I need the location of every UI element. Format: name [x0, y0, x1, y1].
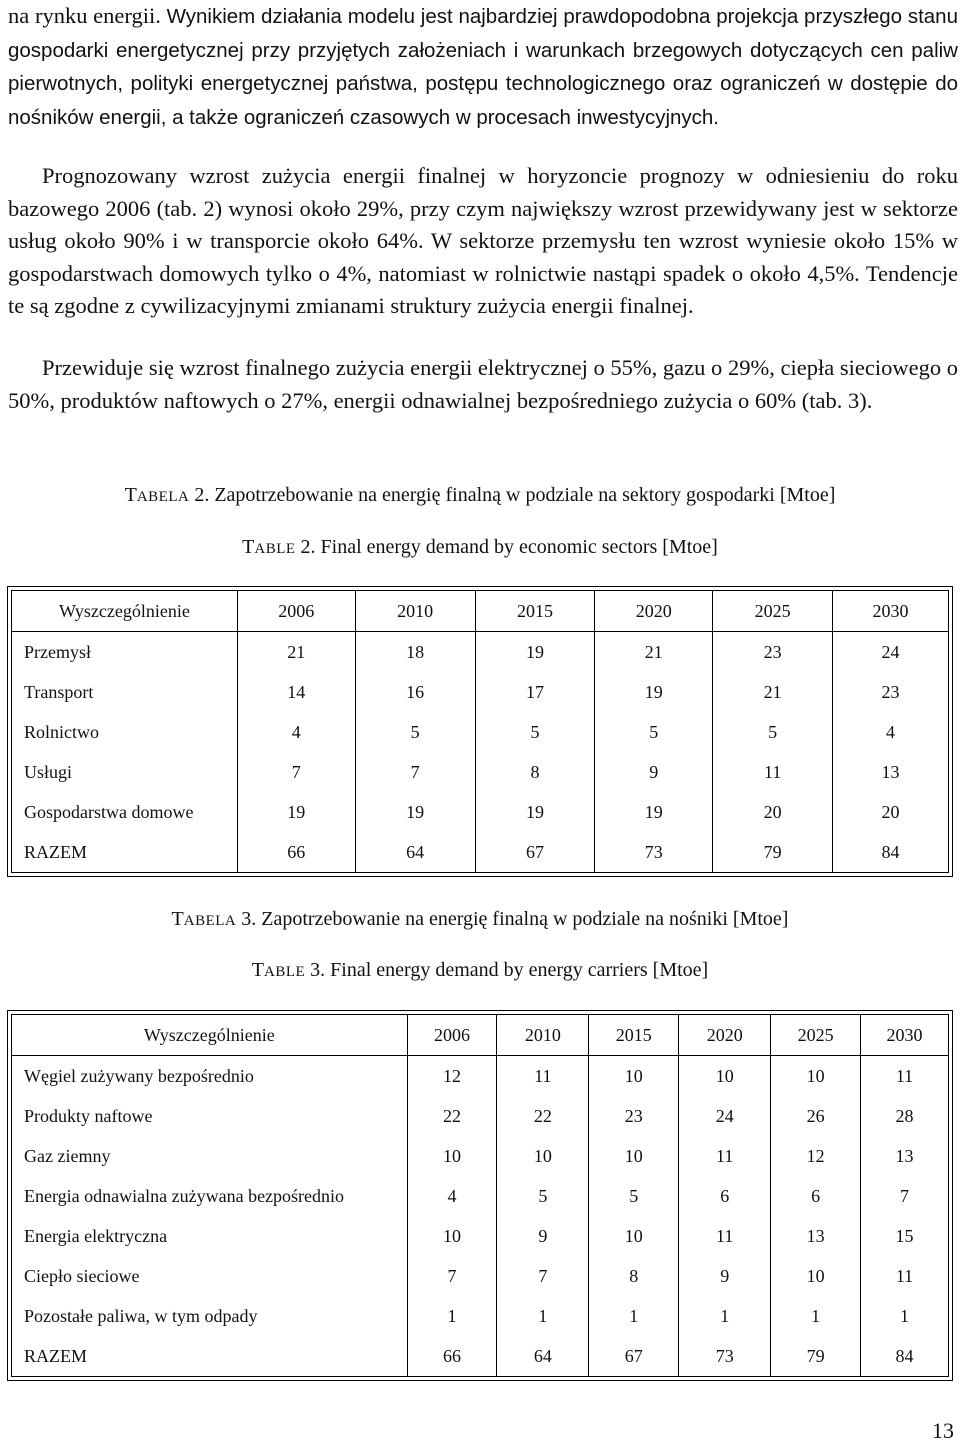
table-cell: 10: [407, 1216, 497, 1256]
table-cell: 64: [355, 832, 475, 873]
table-cell: 84: [833, 832, 949, 873]
table-cell: 5: [713, 712, 833, 752]
table-cell: 4: [833, 712, 949, 752]
table-cell: 12: [771, 1136, 861, 1176]
table-cell: 10: [771, 1256, 861, 1296]
table-cell: 10: [589, 1216, 679, 1256]
table-cell: 8: [475, 752, 595, 792]
table-cell: 7: [861, 1176, 949, 1216]
table-cell: 1: [679, 1296, 771, 1336]
table-cell: 13: [771, 1216, 861, 1256]
table-cell: 11: [713, 752, 833, 792]
row-label: Rolnictwo: [24, 721, 99, 742]
table-cell: 28: [861, 1096, 949, 1136]
table-cell: 73: [679, 1336, 771, 1377]
table-cell: 11: [497, 1056, 589, 1097]
table-cell: 16: [355, 672, 475, 712]
table-cell: 6: [679, 1176, 771, 1216]
table-cell: 5: [595, 712, 713, 752]
table-cell: 19: [475, 632, 595, 673]
table-cell: 67: [475, 832, 595, 873]
table-cell: 23: [589, 1096, 679, 1136]
paragraph-2: [8, 160, 958, 323]
table-row: [12, 632, 949, 673]
table-cell: 7: [355, 752, 475, 792]
table-cell: 5: [475, 712, 595, 752]
table-cell: 4: [407, 1176, 497, 1216]
table-cell: 11: [679, 1136, 771, 1176]
table-cell: 20: [713, 792, 833, 832]
column-header-year: 2015: [589, 1015, 679, 1056]
row-label: Energia elektryczna: [24, 1225, 168, 1246]
table-cell: 10: [589, 1056, 679, 1097]
table-cell: 7: [407, 1256, 497, 1296]
table-cell: 8: [589, 1256, 679, 1296]
row-label: RAZEM: [24, 841, 87, 862]
table-cell: 11: [861, 1056, 949, 1097]
table-cell: 19: [595, 792, 713, 832]
row-label: RAZEM: [24, 1345, 87, 1366]
row-label: Transport: [24, 681, 94, 702]
table-cell: 4: [237, 712, 355, 752]
table-cell: 21: [237, 632, 355, 673]
paragraph-3: [8, 352, 958, 417]
table-row: [12, 792, 949, 832]
column-header-year: 2010: [355, 591, 475, 632]
table-2-caption-en: TABLE 2. Final energy demand by economic sectors [Mtoe]: [242, 536, 718, 558]
table-cell: 9: [595, 752, 713, 792]
column-header-year: 2010: [497, 1015, 589, 1056]
table-2-header-row: [12, 591, 949, 632]
table-cell: 67: [589, 1336, 679, 1377]
table-cell: 10: [589, 1136, 679, 1176]
row-label: Ciepło sieciowe: [24, 1265, 140, 1286]
column-header-year: 2025: [713, 591, 833, 632]
table-cell: 66: [237, 832, 355, 873]
table-cell: 14: [237, 672, 355, 712]
table-cell: 64: [497, 1336, 589, 1377]
table-cell: 9: [679, 1256, 771, 1296]
row-label: Węgiel zużywany bezpośrednio: [24, 1065, 254, 1086]
row-label: Produkty naftowe: [24, 1105, 153, 1126]
table-row: [12, 672, 949, 712]
row-label: Usługi: [24, 761, 73, 782]
table-cell: 21: [595, 632, 713, 673]
table-cell: 22: [497, 1096, 589, 1136]
table-cell: 26: [771, 1096, 861, 1136]
column-header-year: 2015: [475, 591, 595, 632]
table-row: [12, 1216, 949, 1256]
table-cell: 21: [713, 672, 833, 712]
table-row: [12, 1096, 949, 1136]
row-label: Energia odnawialna zużywana bezpośrednio: [24, 1185, 345, 1206]
column-header-year: 2030: [861, 1015, 949, 1056]
table-cell: 12: [407, 1056, 497, 1097]
table-cell: 10: [497, 1136, 589, 1176]
table-cell: 19: [595, 672, 713, 712]
table-cell: 13: [833, 752, 949, 792]
column-header-year: 2020: [679, 1015, 771, 1056]
column-header-year: 2006: [237, 591, 355, 632]
table-cell: 7: [497, 1256, 589, 1296]
table-2-caption-pl: TABELA 2. Zapotrzebowanie na energię finalną w podziale na sektory gospodarki [Mtoe]: [124, 484, 836, 506]
table-cell: 19: [475, 792, 595, 832]
column-header-year: 2020: [595, 591, 713, 632]
table-cell: 23: [833, 672, 949, 712]
table-row: [12, 752, 949, 792]
table-cell: 5: [589, 1176, 679, 1216]
table-cell: 10: [771, 1056, 861, 1097]
table-cell: 9: [497, 1216, 589, 1256]
table-cell: 22: [407, 1096, 497, 1136]
table-row: [12, 1256, 949, 1296]
table-cell: 13: [861, 1136, 949, 1176]
table-row: [12, 712, 949, 752]
table-cell: 17: [475, 672, 595, 712]
table-3: [11, 1014, 949, 1377]
table-cell: 11: [679, 1216, 771, 1256]
table-cell: 24: [679, 1096, 771, 1136]
table-row: [12, 1136, 949, 1176]
table-cell: 1: [589, 1296, 679, 1336]
column-header-label: Wyszczególnienie: [12, 1015, 408, 1056]
table-3-caption-pl: TABELA 3. Zapotrzebowanie na energię finalną w podziale na nośniki [Mtoe]: [171, 908, 789, 930]
paragraph-2-text: Prognozowany wzrost zużycia energii finalnej w horyzoncie prognozy w odniesieniu do roku bazowego 2006 (tab. 2) wynosi około 29%, przy czym największy wzrost przewidywany jest w sektorze usług około 90% i w transporcie około 64%. W sektorze przemysłu ten wzrost wyniesie około 15% w gospodarstwach domowych tylko o 4%, natomiast w rolnictwie nastąpi spadek o około 4,5%. Tendencje te są zgodne z cywilizacyjnymi zmianami struktury zużycia energii finalnej.: [8, 163, 958, 319]
table-cell: 66: [407, 1336, 497, 1377]
table-cell: 20: [833, 792, 949, 832]
row-label: Gospodarstwa domowe: [24, 801, 194, 822]
row-label: Gaz ziemny: [24, 1145, 111, 1166]
table-cell: 79: [713, 832, 833, 873]
table-cell: 18: [355, 632, 475, 673]
paragraph-1-lead: na rynku energii.: [8, 3, 167, 28]
table-3-caption-en: TABLE 3. Final energy demand by energy carriers [Mtoe]: [251, 959, 709, 981]
table-row: [12, 1336, 949, 1377]
table-cell: 84: [861, 1336, 949, 1377]
table-row: [12, 832, 949, 873]
table-cell: 5: [355, 712, 475, 752]
table-2: [11, 590, 949, 873]
row-label: Pozostałe paliwa, w tym odpady: [24, 1305, 258, 1326]
paragraph-3-text: Przewiduje się wzrost finalnego zużycia energii elektrycznej o 55%, gazu o 29%, ciepła sieciowego o 50%, produktów naftowych o 27%, energii odnawialnej bezpośredniego zużycia o 60% (tab. 3).: [8, 355, 958, 413]
column-header-year: 2025: [771, 1015, 861, 1056]
table-cell: 1: [771, 1296, 861, 1336]
table-cell: 24: [833, 632, 949, 673]
table-cell: 1: [497, 1296, 589, 1336]
table-cell: 19: [237, 792, 355, 832]
table-cell: 10: [679, 1056, 771, 1097]
column-header-label: Wyszczególnienie: [12, 591, 238, 632]
row-label: Przemysł: [24, 641, 91, 662]
column-header-year: 2006: [407, 1015, 497, 1056]
table-row: [12, 1296, 949, 1336]
table-cell: 10: [407, 1136, 497, 1176]
paragraph-1: [8, 0, 958, 134]
table-cell: 7: [237, 752, 355, 792]
table-cell: 5: [497, 1176, 589, 1216]
page-number: 13: [932, 1418, 954, 1443]
table-cell: 79: [771, 1336, 861, 1377]
table-cell: 6: [771, 1176, 861, 1216]
table-cell: 73: [595, 832, 713, 873]
table-cell: 23: [713, 632, 833, 673]
table-cell: 1: [407, 1296, 497, 1336]
table-3-header-row: [12, 1015, 949, 1056]
table-cell: 15: [861, 1216, 949, 1256]
paragraph-1-body: Wynikiem działania modelu jest najbardziej prawdopodobna projekcja przyszłego stanu gospodarki energetycznej przy przyjętych założeniach i warunkach brzegowych dotyczących cen paliw pierwotnych, polityki energetycznej państwa, postępu technologicznego oraz ograniczeń w dostępie do nośników energii, a także ograniczeń czasowych w procesach inwestycyjnych.: [8, 5, 958, 129]
table-row: [12, 1056, 949, 1097]
table-row: [12, 1176, 949, 1216]
table-cell: 1: [861, 1296, 949, 1336]
column-header-year: 2030: [833, 591, 949, 632]
table-cell: 11: [861, 1256, 949, 1296]
table-cell: 19: [355, 792, 475, 832]
